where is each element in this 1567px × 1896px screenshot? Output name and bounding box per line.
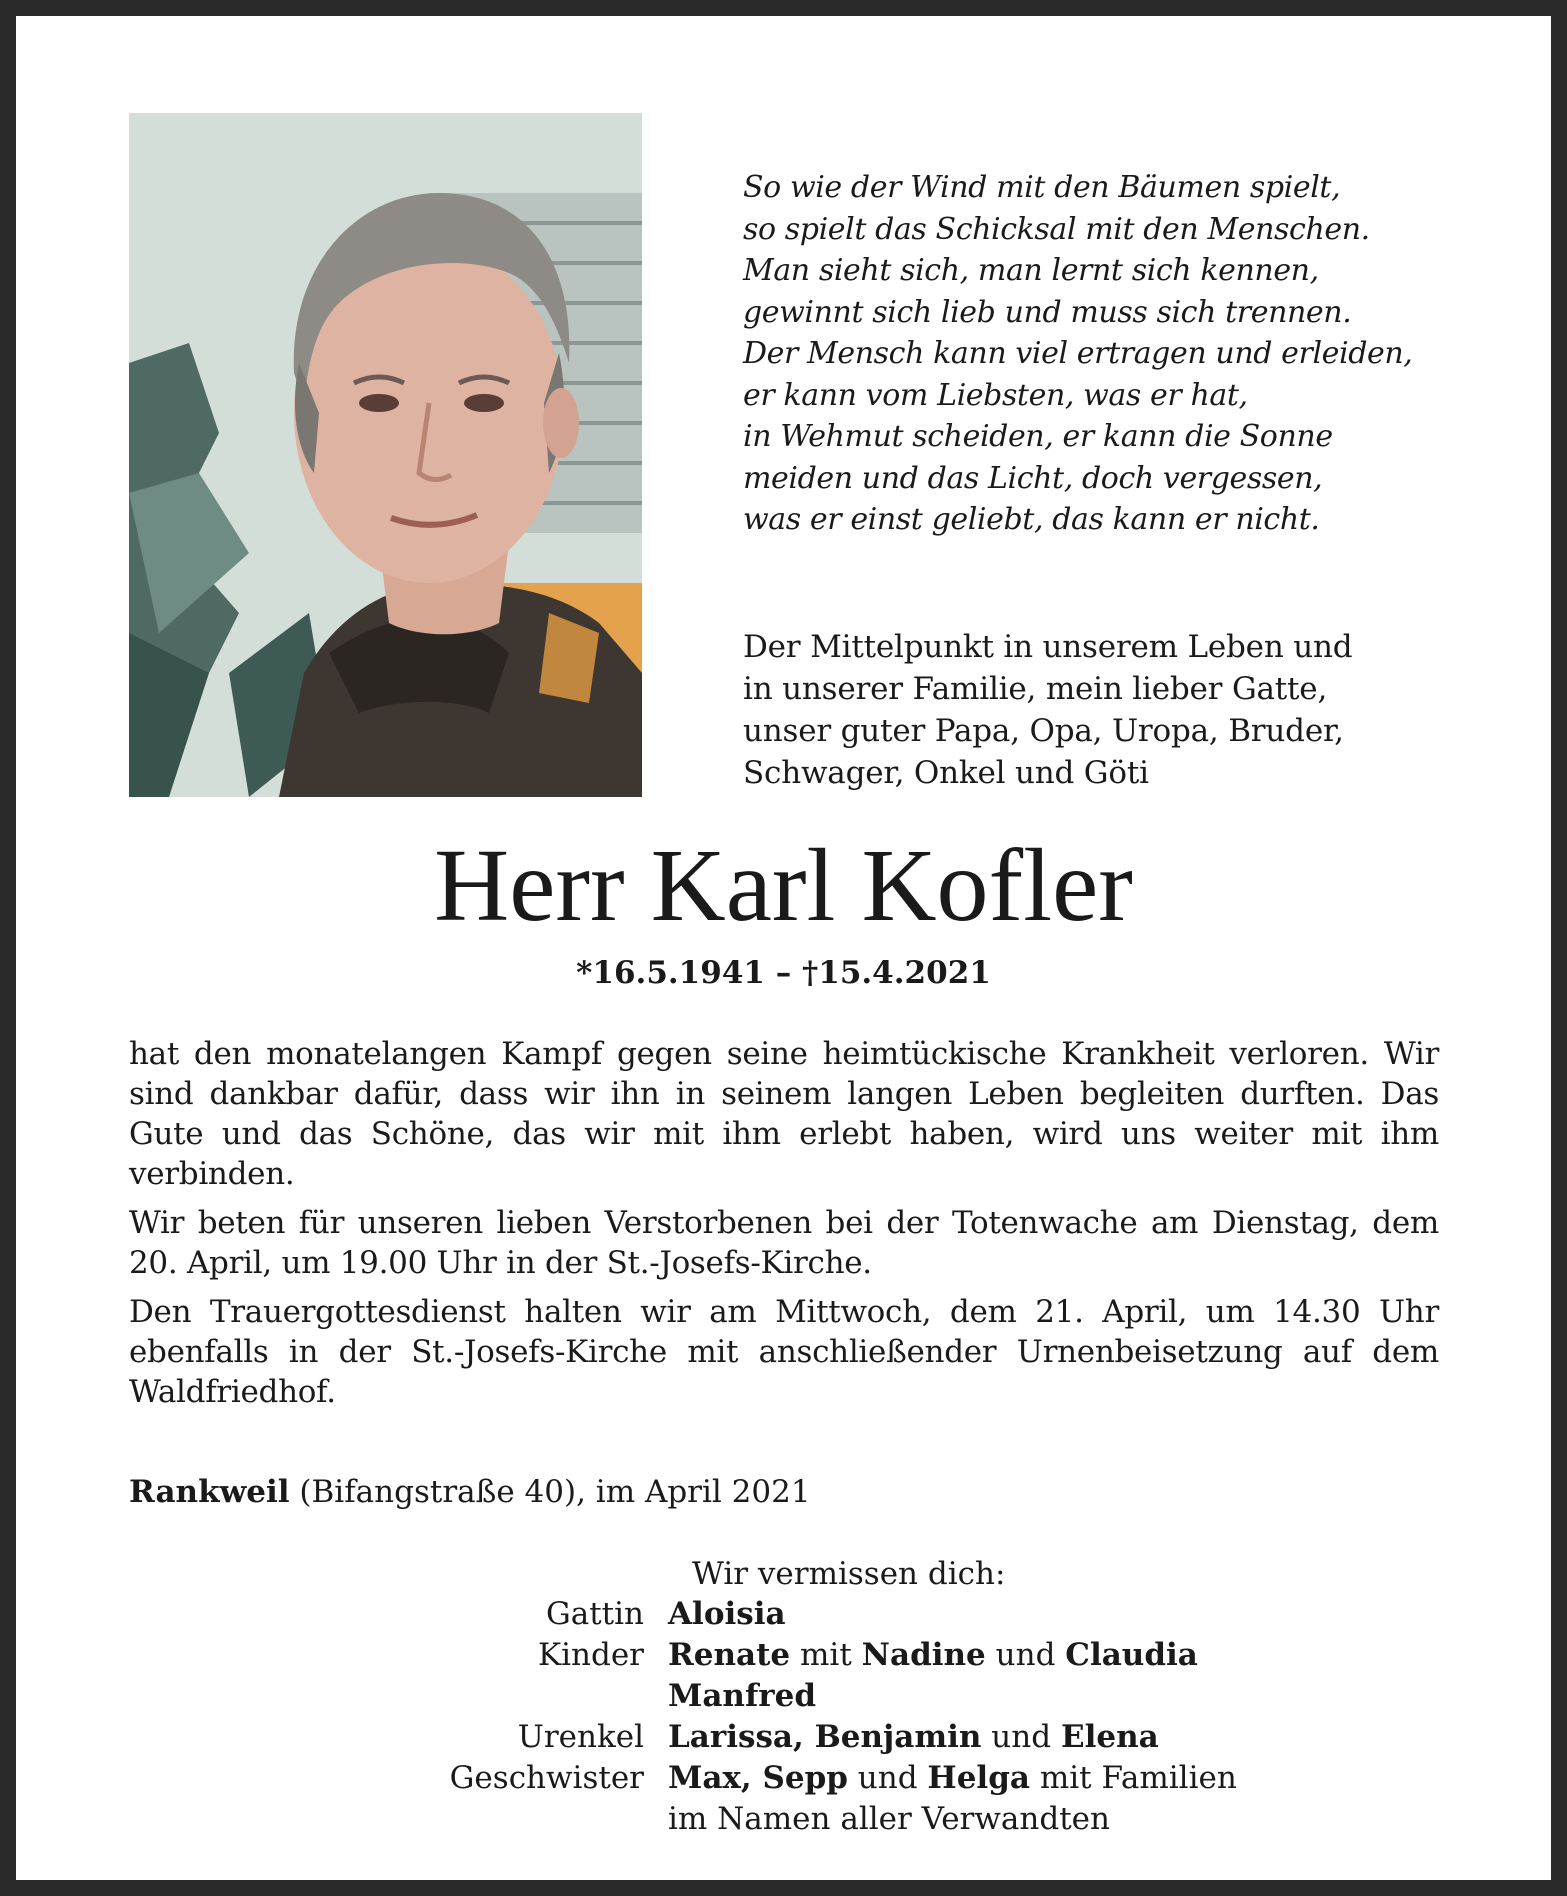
poem-line: in Wehmut scheiden, er kann die Sonne	[743, 419, 1333, 454]
poem-line: was er einst geliebt, das kann er nicht.	[743, 502, 1320, 537]
relation-label: Geschwister	[449, 1760, 644, 1796]
relation-label: Kinder	[537, 1637, 644, 1673]
place-date-line	[129, 1472, 1129, 1512]
body-paragraph: hat den monatelangen Kampf gegen seine heimtückische Krankheit verloren. Wir sind dankbar dafür, dass wir ihn in seinem langen Leben begleiten durften. Das Gute und das Schöne, das wir mit ihm erlebt haben, wird uns weiter mit ihm verbinden.	[129, 1036, 1439, 1192]
relation-label: Gattin	[545, 1596, 644, 1632]
connector: und	[981, 1719, 1061, 1755]
intro-text	[743, 626, 1438, 794]
family-row	[300, 1676, 1400, 1717]
place-rest: (Bifangstraße 40), im April 2021	[289, 1474, 811, 1510]
family-name: Aloisia	[668, 1596, 786, 1632]
family-name: Claudia	[1065, 1637, 1198, 1673]
family-row	[300, 1594, 1400, 1635]
connector: mit Familien	[1029, 1760, 1237, 1796]
notice-body	[129, 1034, 1439, 1421]
poem-line: So wie der Wind mit den Bäumen spielt,	[743, 170, 1341, 205]
family-row	[300, 1758, 1400, 1799]
intro-line: Schwager, Onkel und Göti	[743, 755, 1149, 791]
body-paragraph: Wir beten für unseren lieben Verstorbenen bei der Totenwache am Dienstag, dem 20. April, um 19.00 Uhr in der St.-Josefs-Kirche.	[129, 1205, 1439, 1281]
poem	[743, 167, 1443, 541]
closing-line: im Namen aller Verwandten	[668, 1801, 1110, 1837]
relation-label-empty	[300, 1676, 668, 1717]
family-name: Helga	[927, 1760, 1030, 1796]
family-name: Renate	[668, 1637, 791, 1673]
relation-label: Urenkel	[517, 1719, 644, 1755]
family-heading: Wir vermissen dich:	[692, 1556, 1006, 1592]
poem-line: meiden und das Licht, doch vergessen,	[743, 460, 1323, 496]
relation-names	[668, 1717, 1400, 1758]
intro-line: unser guter Papa, Opa, Uropa, Bruder,	[743, 713, 1344, 749]
poem-line: gewinnt sich lieb und muss sich trennen.	[743, 294, 1352, 330]
body-paragraph: Den Trauergottesdienst halten wir am Mittwoch, dem 21. April, um 14.30 Uhr ebenfalls in der St.-Josefs-Kirche mit anschließender Urnenbeisetzung auf dem Waldfriedhof.	[129, 1294, 1439, 1410]
relation-names	[668, 1676, 1400, 1717]
place-town: Rankweil	[129, 1474, 290, 1510]
relation-names	[668, 1635, 1400, 1676]
connector: mit	[790, 1637, 862, 1673]
relation-names	[668, 1758, 1400, 1799]
life-dates: *16.5.1941 – †15.4.2021	[576, 955, 991, 991]
portrait-photo	[129, 113, 642, 797]
poem-line: er kann vom Liebsten, was er hat,	[743, 377, 1248, 413]
family-row	[300, 1717, 1400, 1758]
family-list	[300, 1594, 1400, 1840]
family-name: Nadine	[861, 1637, 986, 1673]
connector: und	[847, 1760, 928, 1796]
family-name: Manfred	[668, 1678, 817, 1714]
family-name: Elena	[1060, 1719, 1159, 1755]
poem-line: so spielt das Schicksal mit den Menschen.	[743, 211, 1370, 247]
family-name: Max, Sepp	[668, 1760, 848, 1796]
family-name: Larissa, Benjamin	[668, 1719, 982, 1755]
intro-line: in unserer Familie, mein lieber Gatte,	[743, 671, 1328, 707]
relation-names	[668, 1594, 1400, 1635]
deceased-name: Herr Karl Kofler	[434, 828, 1133, 943]
family-row	[300, 1799, 1400, 1840]
intro-line: Der Mittelpunkt in unserem Leben und	[743, 629, 1353, 665]
poem-line: Man sieht sich, man lernt sich kennen,	[743, 253, 1319, 288]
connector: und	[985, 1637, 1066, 1673]
poem-line: Der Mensch kann viel ertragen und erleiden,	[743, 336, 1413, 371]
relation-label-empty	[300, 1799, 668, 1840]
family-row	[300, 1635, 1400, 1676]
